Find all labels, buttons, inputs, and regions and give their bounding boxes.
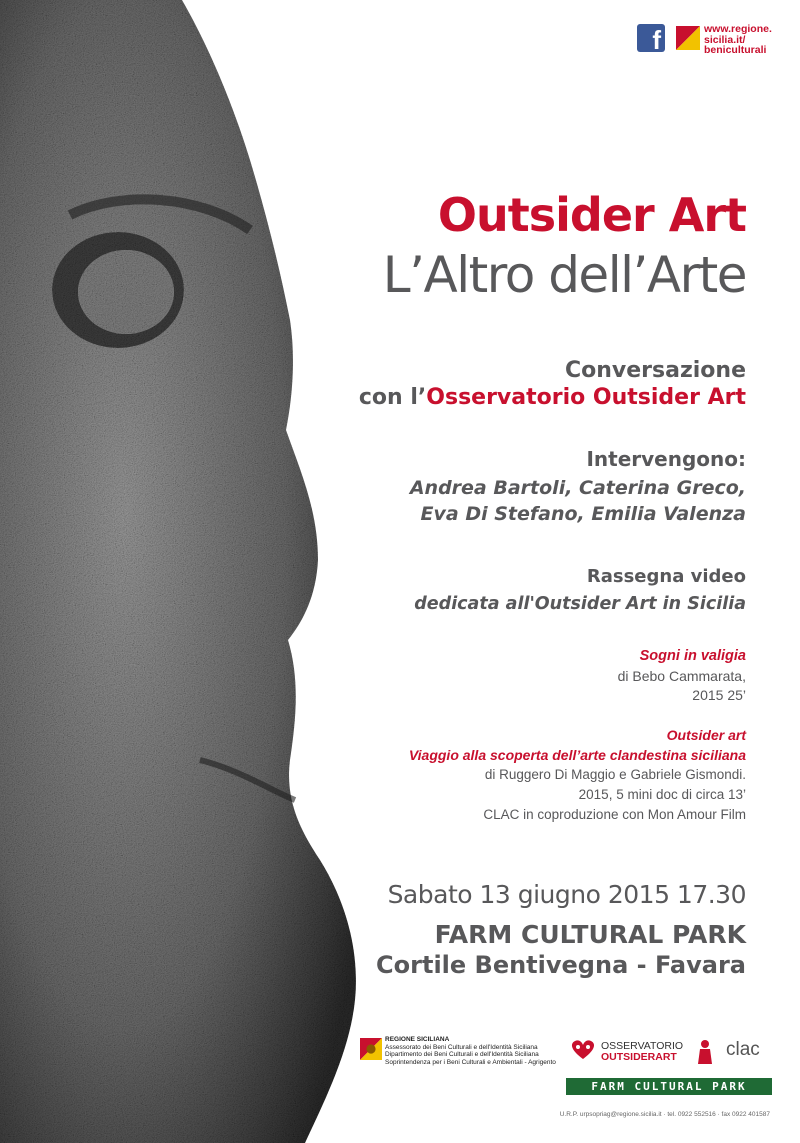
observatory-line-1: OSSERVATORIO xyxy=(601,1040,684,1052)
film-2-line-1: di Ruggero Di Maggio e Gabriele Gismondi. xyxy=(484,767,746,782)
conversation-highlight: Osservatorio Outsider Art xyxy=(426,385,746,410)
osservatorio-emblem-icon xyxy=(568,1039,598,1061)
trinacria-icon xyxy=(360,1038,382,1060)
website-url xyxy=(704,24,772,56)
conversation-prefix: con l’ xyxy=(358,385,427,410)
video-subheading: dedicata all'Outsider Art in Sicilia xyxy=(414,594,746,614)
conversation-line-1: Conversazione xyxy=(564,358,746,383)
film-2-title: Outsider art xyxy=(666,727,746,743)
event-venue: FARM CULTURAL PARK xyxy=(434,920,746,949)
regione-sicilia-link[interactable] xyxy=(676,24,788,54)
region-line-1: Assessorato dei Beni Culturali e dell'Identità Siciliana xyxy=(385,1043,538,1051)
film-2-line-3: CLAC in coproduzione con Mon Amour Film xyxy=(483,807,746,822)
film-2-line-2: 2015, 5 mini doc di circa 13’ xyxy=(578,787,746,802)
conversation-line-2 xyxy=(359,385,746,410)
video-heading: Rassegna video xyxy=(586,566,746,587)
website-line-2: sicilia.it/ xyxy=(704,33,746,46)
osservatorio-outsiderart-logo xyxy=(568,1032,688,1070)
observatory-line-2: OUTSIDERART xyxy=(601,1051,677,1063)
clac-logo: clac xyxy=(726,1039,760,1060)
contact-line: U.R.P. urpsopriag@regione.sicilia.it · tel. 0922 552516 · fax 0922 401587 xyxy=(559,1111,770,1118)
title-line-1: Outsider Art xyxy=(437,188,746,242)
sicily-flag-icon xyxy=(676,26,700,50)
website-line-1: www.regione. xyxy=(704,23,772,35)
farm-cultural-park-logo: FARM CULTURAL PARK xyxy=(566,1078,772,1095)
facebook-icon[interactable]: f xyxy=(637,24,665,52)
website-line-3: beniculturali xyxy=(704,44,767,56)
film-1-title: Sogni in valigia xyxy=(639,648,746,664)
bon-amour-figure-logo xyxy=(694,1036,716,1068)
region-line-2: Dipartimento dei Beni Culturali e dell'Identità Siciliana xyxy=(385,1051,539,1058)
film-2-subtitle: Viaggio alla scoperta dell’arte clandestina siciliana xyxy=(408,747,746,763)
film-1-line-2: 2015 25’ xyxy=(692,687,746,703)
speakers-line-2: Eva Di Stefano, Emilia Valenza xyxy=(420,503,746,525)
speakers-line-1: Andrea Bartoli, Caterina Greco, xyxy=(409,477,746,499)
stone-head-shape xyxy=(0,0,356,1143)
regione-siciliana-logo xyxy=(360,1032,560,1072)
region-line-3: Soprintendenza per i Beni Culturali e Ambientali - Agrigento xyxy=(385,1058,556,1066)
title-line-2: L’Altro dell’Arte xyxy=(382,246,746,304)
region-title: REGIONE SICILIANA xyxy=(385,1036,450,1043)
event-date: Sabato 13 giugno 2015 17.30 xyxy=(387,880,746,909)
event-place: Cortile Bentivegna - Favara xyxy=(376,951,746,979)
speakers-heading: Intervengono: xyxy=(586,447,746,471)
film-1-line-1: di Bebo Cammarata, xyxy=(617,668,746,684)
